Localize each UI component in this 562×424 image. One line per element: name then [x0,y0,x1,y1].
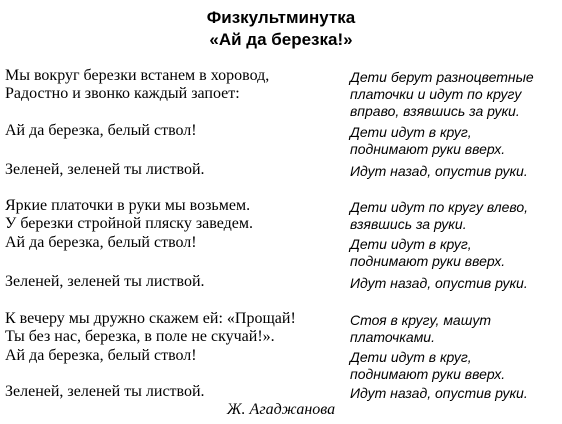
verse-line: Ай да березка, белый ствол! [5,234,197,251]
instruction-line: Идут назад, опустив руки. [350,275,528,291]
instruction-line: платочками. [350,329,435,345]
page-subtitle: «Ай да березка!» [209,30,353,49]
instruction-line: Дети берут разноцветные [350,69,534,85]
instruction-line: поднимают руки вверх. [350,366,506,382]
instruction-line: Дети идут в круг, [350,236,472,252]
instruction-line: Идут назад, опустив руки. [350,163,528,179]
instruction-line: платочки и идут по кругу [350,86,522,102]
instruction-line: поднимают руки вверх. [350,141,506,157]
instruction-line: вправо, взявшись за руки. [350,103,520,119]
verse-line: Зеленей, зеленей ты листвой. [5,383,205,400]
instruction-line: Идут назад, опустив руки. [350,385,528,401]
author-signature: Ж. Агаджанова [226,401,336,418]
verse-line: Ай да березка, белый ствол! [5,122,197,139]
instruction-line: Дети идут в круг, [350,349,472,365]
verse-line: К вечеру мы дружно скажем ей: «Прощай! [5,310,296,327]
instruction-line: Дети идут в круг, [350,124,472,140]
instruction-line: взявшись за руки. [350,216,467,232]
verse-line: Зеленей, зеленей ты листвой. [5,161,205,178]
verse-line: Зеленей, зеленей ты листвой. [5,273,205,290]
instruction-line: Стоя в кругу, машут [350,312,492,328]
verse-line: У березки стройной пляску заведем. [5,215,253,232]
verse-line: Ты без нас, березка, в поле не скучай!». [5,328,275,345]
verse-line: Радостно и звонко каждый запоет: [5,85,240,102]
instruction-line: Дети идут по кругу влево, [350,199,529,215]
verse-line: Ай да березка, белый ствол! [5,347,197,364]
instruction-line: поднимают руки вверх. [350,253,506,269]
page-title: Физкультминутка [206,8,356,27]
verse-line: Мы вокруг березки встанем в хоровод, [5,67,270,84]
verse-line: Яркие платочки в руки мы возьмем. [5,197,251,214]
